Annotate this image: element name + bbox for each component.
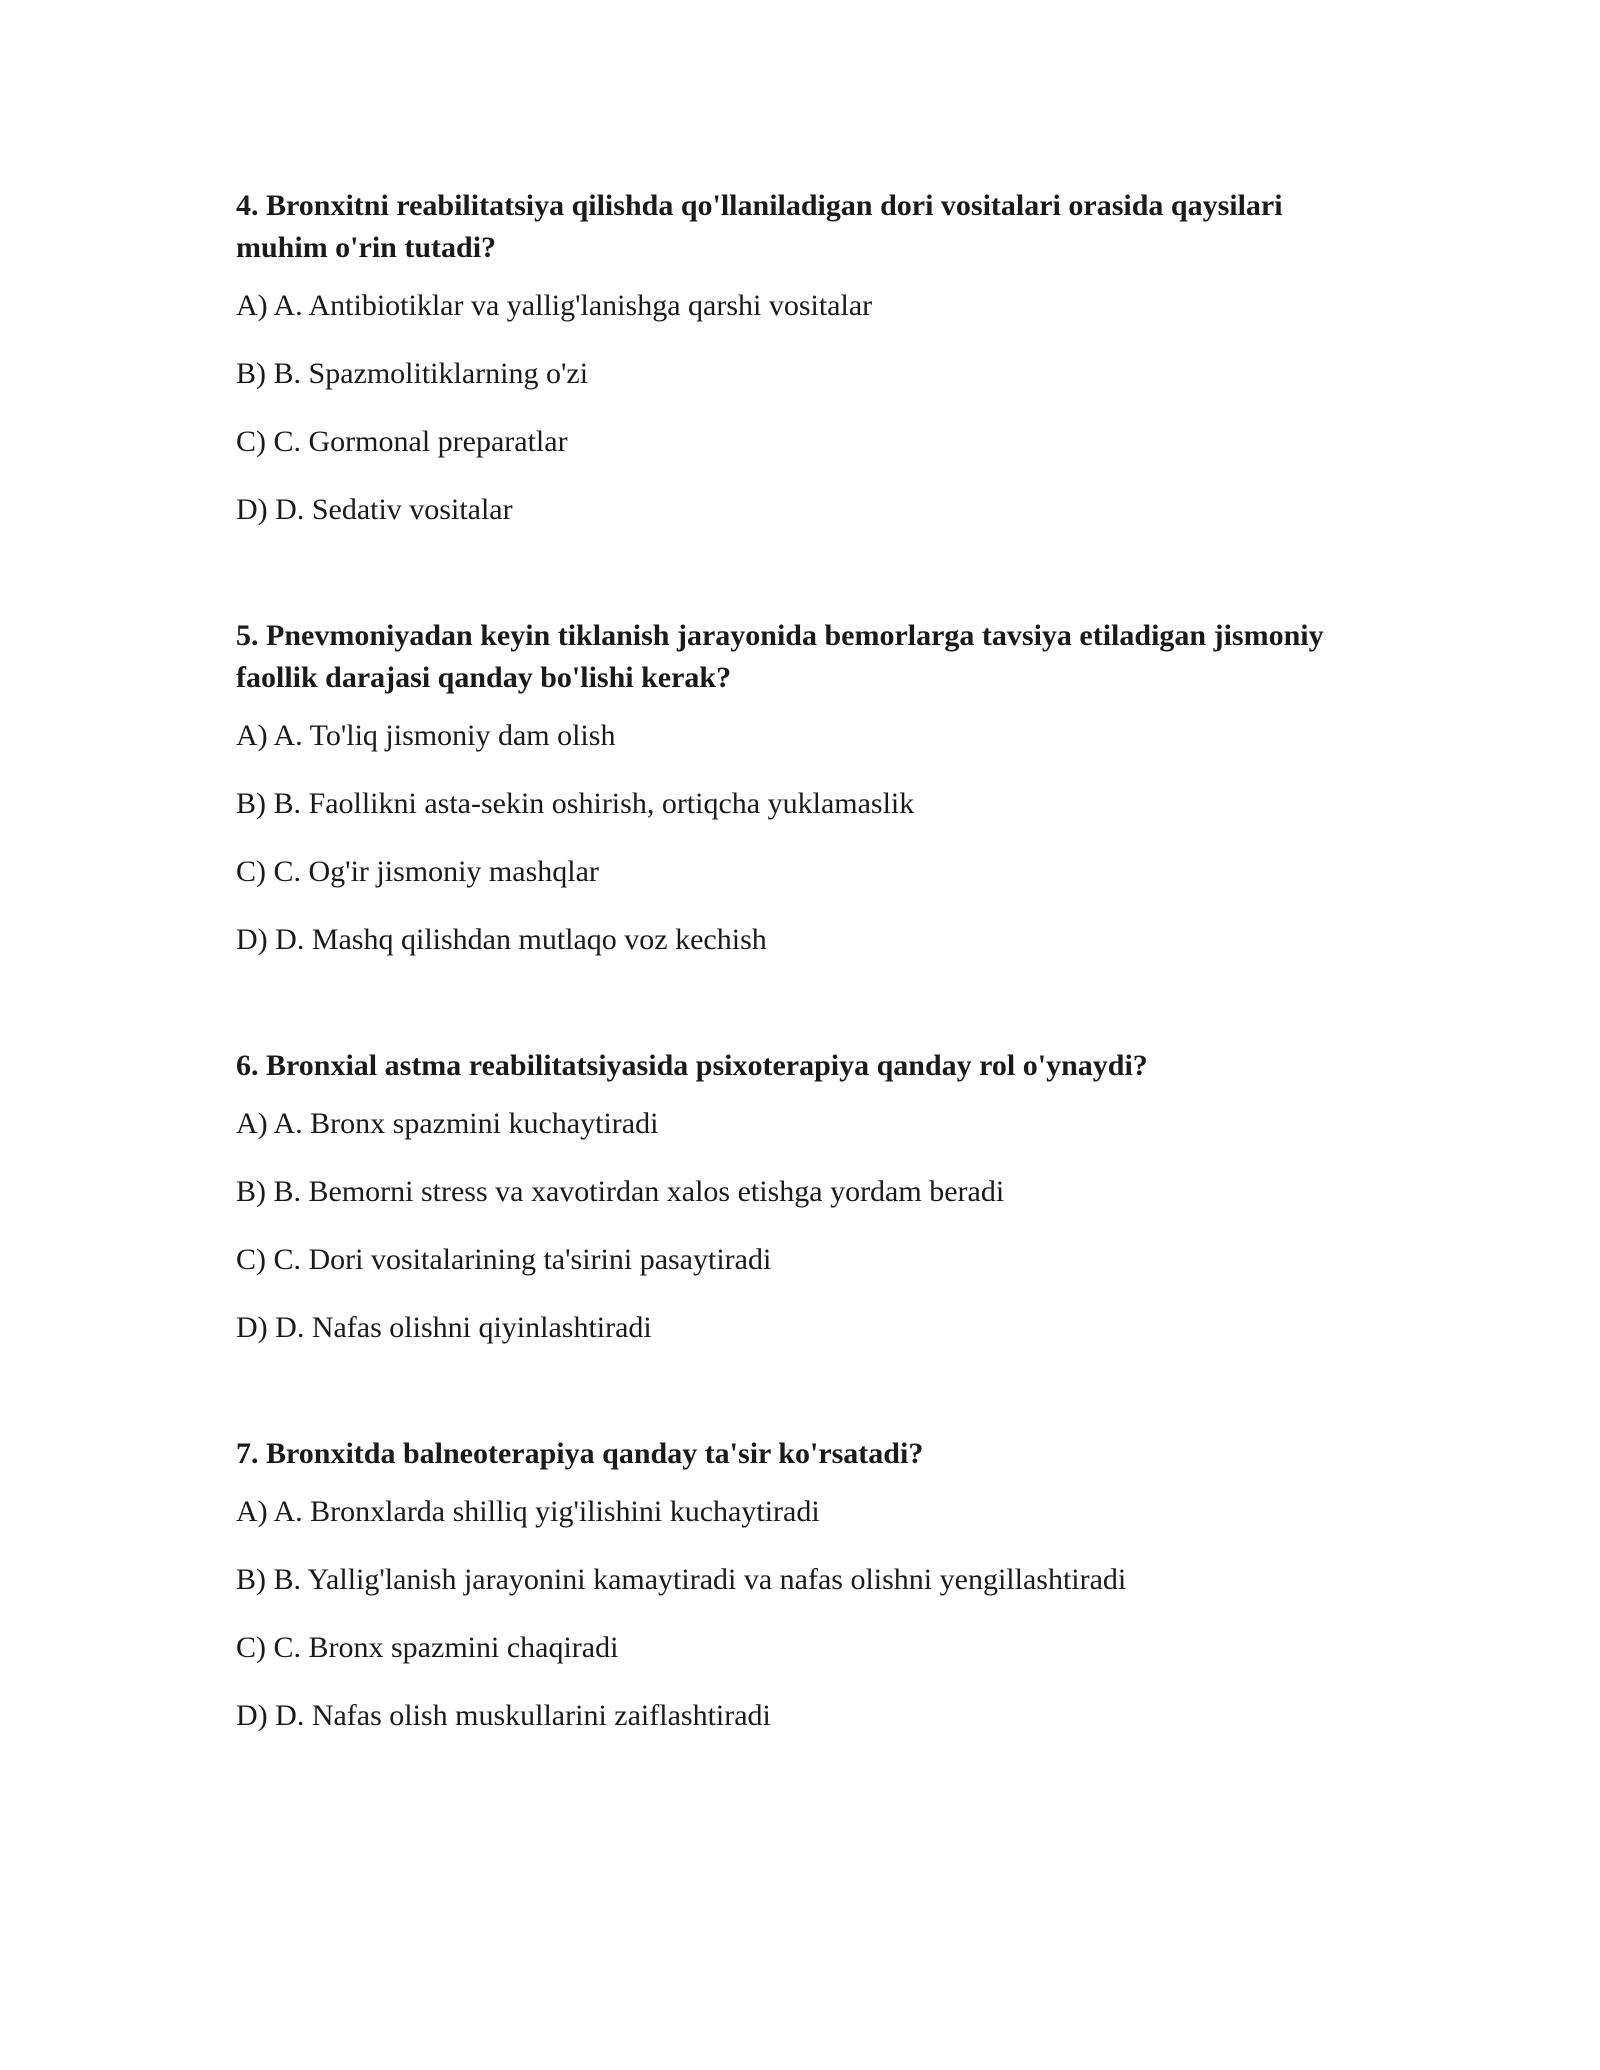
answer-option: C) C. Bronx spazmini chaqiradi — [236, 1631, 619, 1664]
question-list — [236, 185, 1376, 1821]
answer-option: A) A. Bronx spazmini kuchaytiradi — [236, 1107, 659, 1140]
answer-option: C) C. Og'ir jismoniy mashqlar — [236, 855, 599, 888]
answer-option: A) A. Bronxlarda shilliq yig'ilishini kuchaytiradi — [236, 1495, 820, 1528]
question-text: 4. Bronxitni reabilitatsiya qilishda qo'llaniladigan dori vositalari orasida qaysilari muhim o'rin tutadi? — [236, 189, 1283, 264]
answer-option: A) A. Antibiotiklar va yallig'lanishga qarshi vositalar — [236, 289, 873, 322]
question-block — [236, 1433, 1376, 1733]
answer-option: C) C. Gormonal preparatlar — [236, 425, 568, 458]
answer-option: A) A. To'liq jismoniy dam olish — [236, 719, 616, 752]
question-block — [236, 185, 1376, 527]
answer-option: D) D. Mashq qilishdan mutlaqo voz kechish — [236, 923, 767, 956]
answer-option: D) D. Nafas olishni qiyinlashtiradi — [236, 1311, 652, 1344]
answer-option: B) B. Bemorni stress va xavotirdan xalos etishga yordam beradi — [236, 1175, 1005, 1208]
question-text: 7. Bronxitda balneoterapiya qanday ta'sir ko'rsatadi? — [236, 1437, 924, 1470]
answer-option: B) B. Spazmolitiklarning o'zi — [236, 357, 589, 390]
answer-option: D) D. Sedativ vositalar — [236, 493, 513, 526]
answer-option: D) D. Nafas olish muskullarini zaiflashtiradi — [236, 1699, 771, 1732]
answer-option: B) B. Yallig'lanish jarayonini kamaytiradi va nafas olishni yengillashtiradi — [236, 1563, 1127, 1596]
question-block — [236, 615, 1376, 957]
answer-option: C) C. Dori vositalarining ta'sirini pasaytiradi — [236, 1243, 772, 1276]
question-text: 6. Bronxial astma reabilitatsiyasida psixoterapiya qanday rol o'ynaydi? — [236, 1049, 1148, 1082]
answer-option: B) B. Faollikni asta-sekin oshirish, ortiqcha yuklamaslik — [236, 787, 915, 820]
question-text: 5. Pnevmoniyadan keyin tiklanish jarayonida bemorlarga tavsiya etiladigan jismoniy faollik darajasi qanday bo'lishi kerak? — [236, 619, 1324, 694]
question-block — [236, 1045, 1376, 1345]
